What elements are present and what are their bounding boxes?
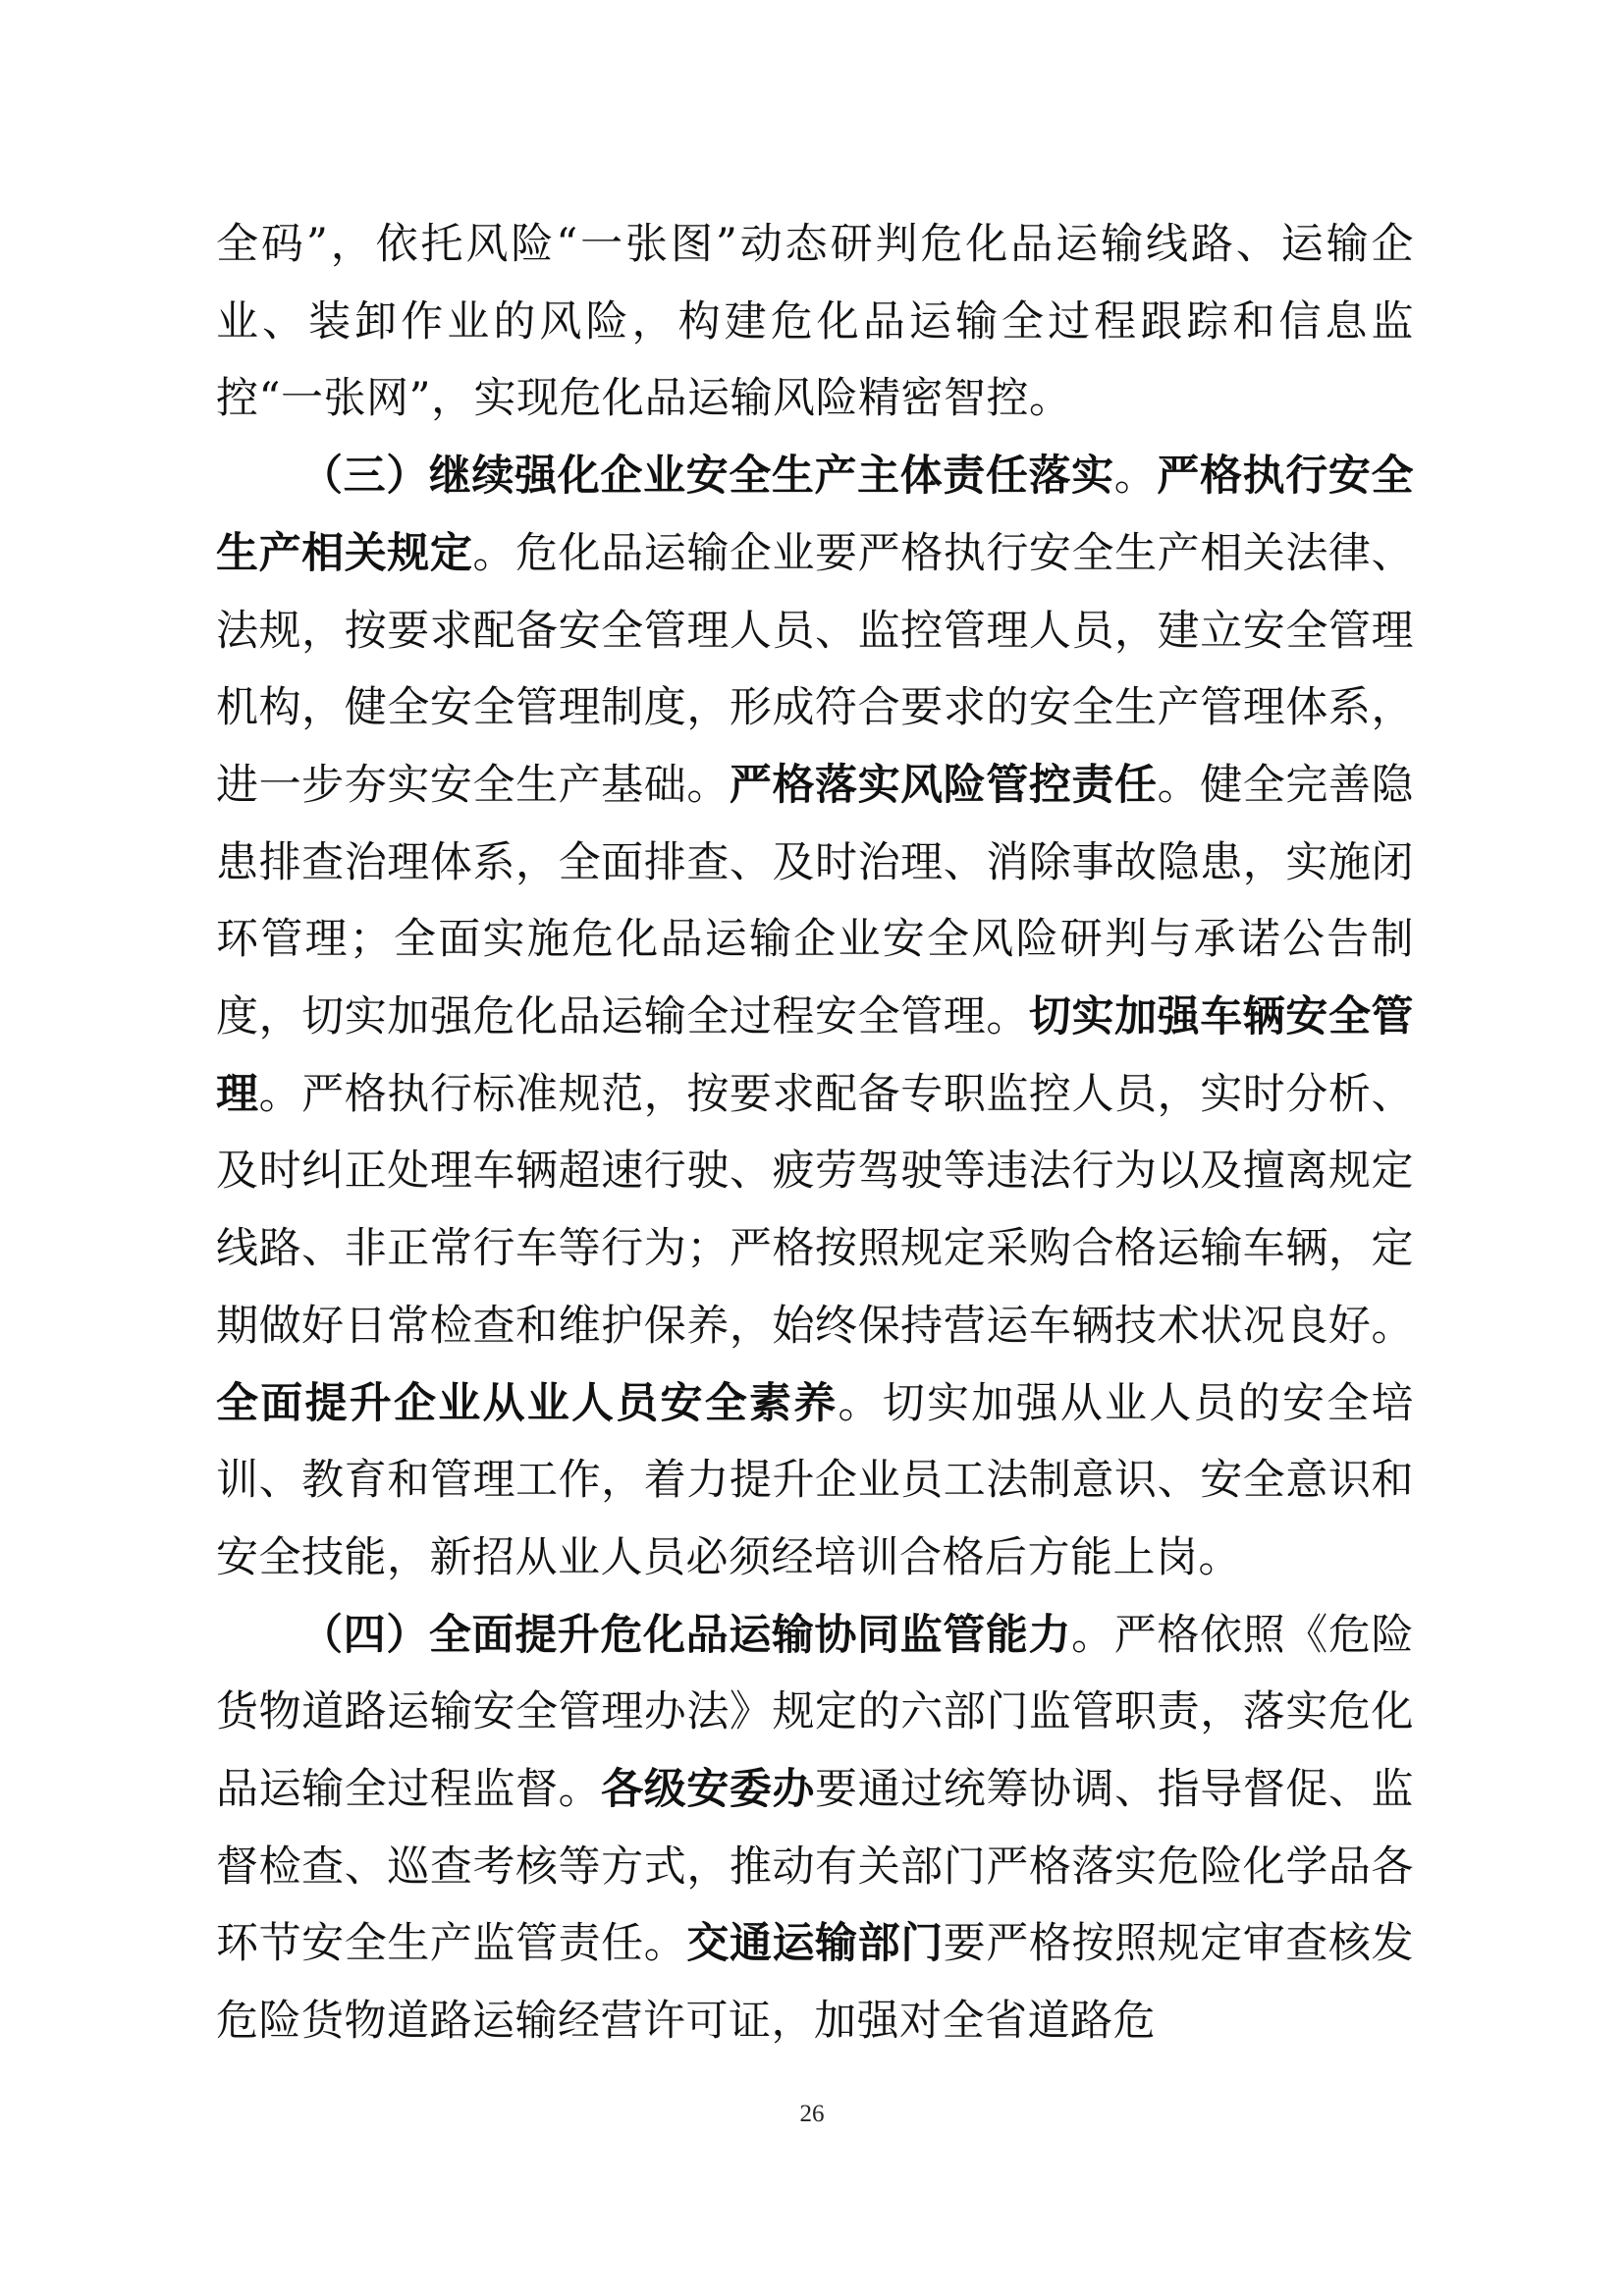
paragraph-2 — [216, 438, 1414, 1597]
text-run: 要通过统筹协调、指导督促、监督检查、巡查考核等方式，推动有关部门严格落实危险化学品各环节安全生产监管责任。 — [216, 1765, 1415, 1969]
text-run: 。严格执行标准规范，按要求配备专职监控人员，实时分析、及时纠正处理车辆超速行驶、疲劳驾驶等违法行为以及擅离规定线路、非正常行车等行为；严格按照规定采购合格运输车辆，定期做好日常检查和维护保养，始终保持营运车辆技术状况良好。 — [216, 1069, 1415, 1351]
text-run: 要严格按照规定审查核发危险货物道路运输经营许可证，加强对全省道路危 — [216, 1919, 1415, 2047]
bold-phrase: 全面提升企业从业人员安全素养 — [216, 1378, 839, 1428]
text-run: 。切实加强从业人员的安全培训、教育和管理工作，着力提升企业员工法制意识、安全意识和安全技能，新招从业人员必须经培训合格后方能上岗。 — [216, 1378, 1414, 1582]
text-run: 。危化品运输企业要严格执行安全生产相关法律、法规，按要求配备安全管理人员、监控管理人员，建立安全管理机构，健全安全管理制度，形成符合要求的安全生产管理体系，进一步夯实安全生产基础。 — [216, 528, 1415, 810]
bold-phrase: 严格落实风险管控责任 — [729, 760, 1158, 810]
page-number: 26 — [799, 2101, 825, 2127]
paragraph-1 — [216, 206, 1414, 438]
bold-phrase: 严格执行安全生产相关规定 — [216, 452, 1415, 578]
section-heading-3: （三）继续强化企业安全生产主体责任落实 — [300, 452, 1114, 502]
bold-phrase: 各级安委办 — [601, 1765, 816, 1815]
section-heading-4: （四）全面提升危化品运输协同监管能力 — [300, 1610, 1072, 1660]
bold-phrase: 交通运输部门 — [686, 1919, 944, 1969]
text-run: 。 — [1113, 452, 1158, 502]
document-body — [216, 206, 1414, 2060]
text-run: 。健全完善隐患排查治理体系，全面排查、及时治理、消除事故隐患，实施闭环管理；全面实施危化品运输企业安全风险研判与承诺公告制度，切实加强危化品运输全过程安全管理。 — [216, 760, 1415, 1042]
text-run: 。严格依照《危险货物道路运输安全管理办法》规定的六部门监管职责，落实危化品运输全过程监督。 — [216, 1610, 1415, 1815]
bold-phrase: 切实加强车辆安全管理 — [216, 992, 1415, 1119]
paragraph-3 — [216, 1597, 1414, 2060]
text-run: 全码”，依托风险“一张图”动态研判危化品运输线路、运输企业、装卸作业的风险，构建危化品运输全过程跟踪和信息监控“一张网”，实现危化品运输风险精密智控。 — [216, 220, 1414, 424]
